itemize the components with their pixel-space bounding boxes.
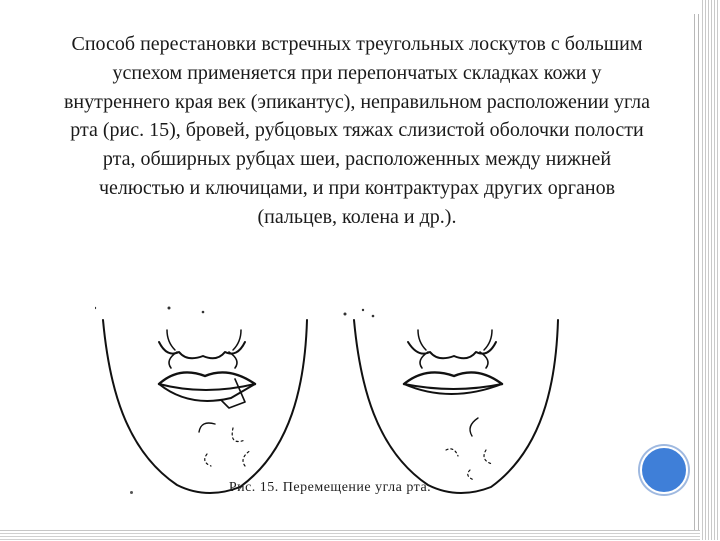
- slide-frame-bottom: [0, 530, 700, 541]
- slide-frame-right: [700, 0, 720, 540]
- figure-caption: Рис. 15. Перемещение угла рта.: [228, 480, 432, 495]
- body-text: Способ перестановки встречных треугольных лоскутов с большим успехом применяется при перепончатых складках кожи у внутреннего края век (эпикантус), неправильном расположении угла рта (рис. 15), бровей, рубцовых тяжах слизистой оболочки полости рта, обширных рубцах шеи, расположенных между нижней челюстью и ключицами, и при контрактурах других органов (пальцев, колена и др.).: [63, 33, 650, 228]
- right-face-drawing: [354, 320, 558, 493]
- caption-dot: [130, 491, 133, 494]
- face-drawings: [95, 300, 575, 505]
- slide-nav-circle-button[interactable]: [640, 446, 688, 494]
- slide-frame-inner-line: [694, 14, 699, 540]
- left-face-drawing: [103, 320, 307, 493]
- figure-mouth-corner-illustration: [95, 300, 575, 505]
